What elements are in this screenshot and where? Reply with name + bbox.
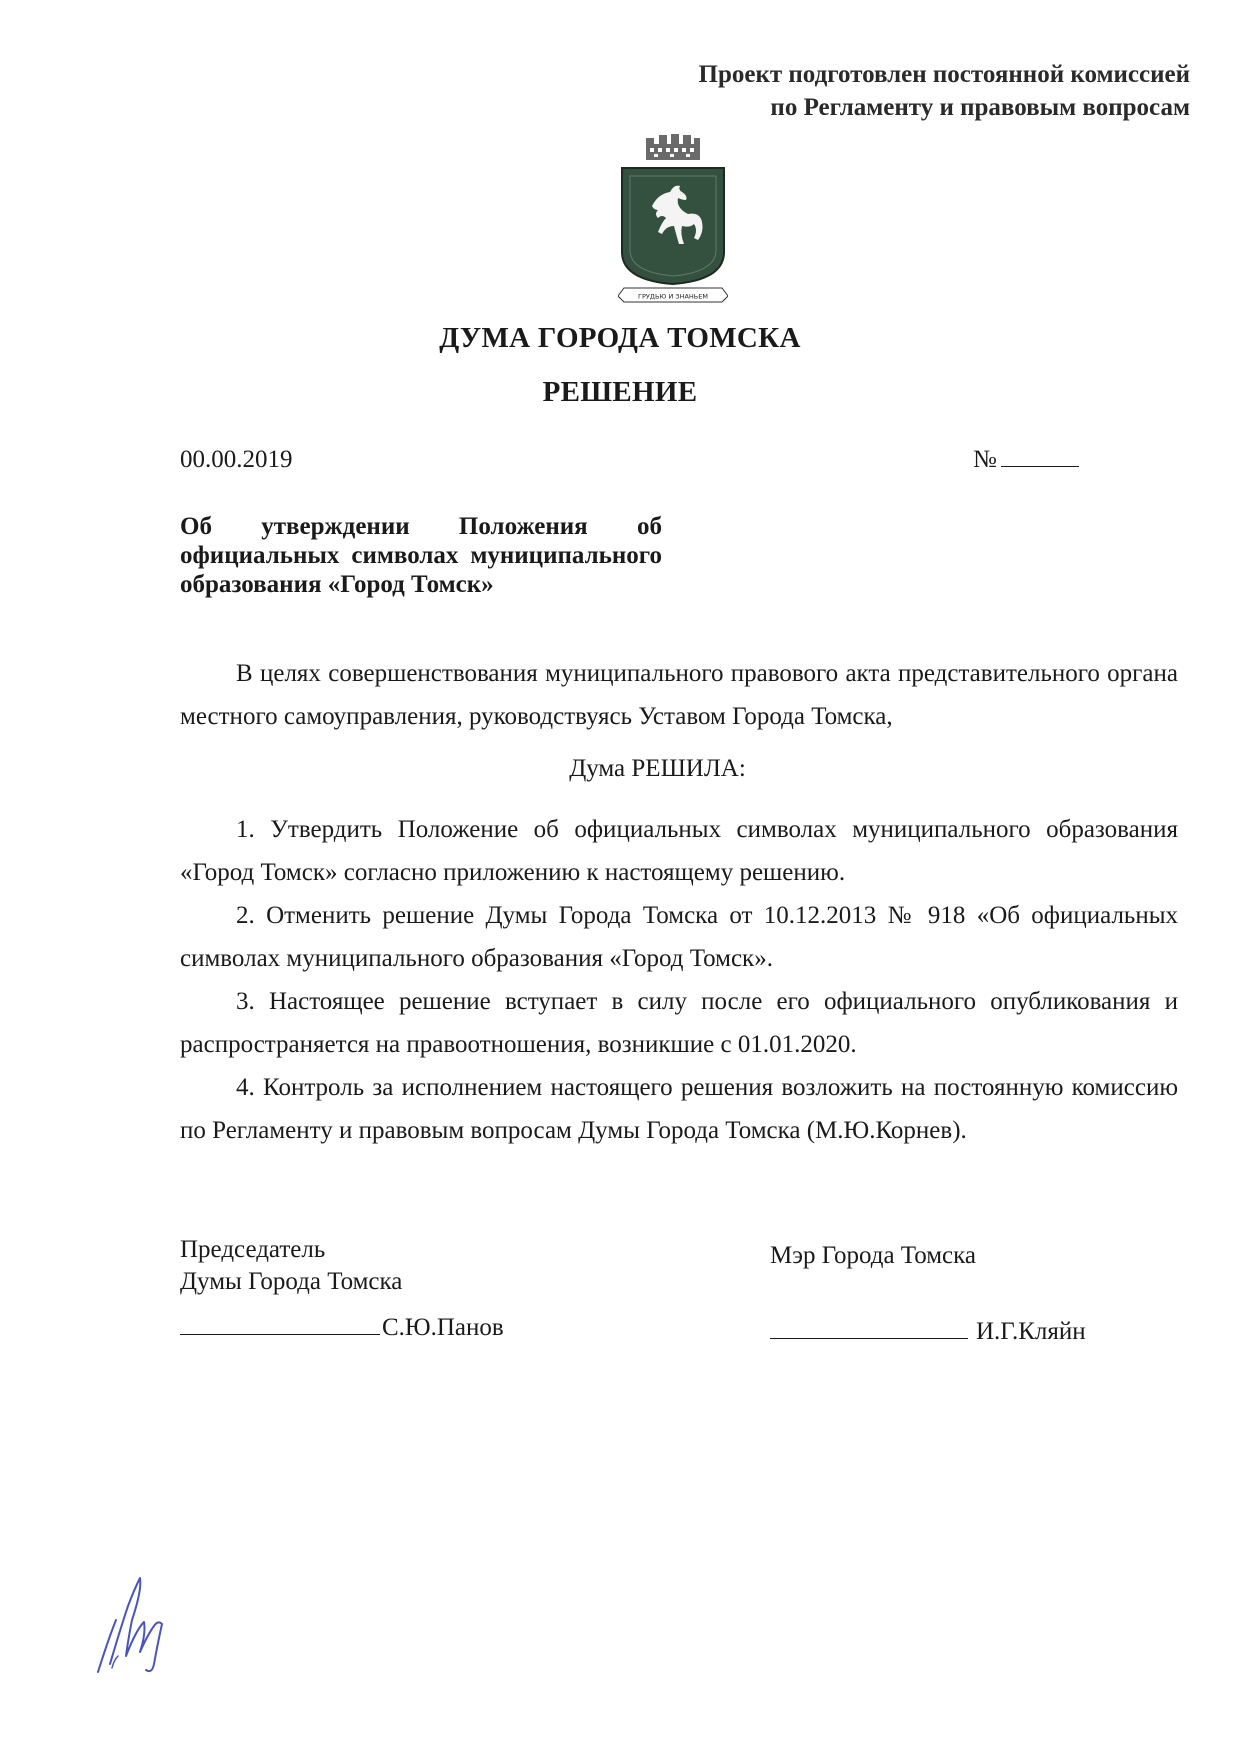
chairman-title-line-2: Думы Города Томска bbox=[180, 1268, 403, 1295]
chairman-title-line-1: Председатель bbox=[180, 1236, 326, 1263]
subject-line-3: образования «Город Томск» bbox=[180, 571, 494, 598]
handwritten-initials-icon bbox=[88, 1560, 198, 1680]
chairman-title bbox=[180, 1234, 402, 1298]
subject-line-1: Об утверждении Положения об bbox=[180, 513, 662, 540]
number-blank-line bbox=[1001, 446, 1079, 467]
preamble-text: В целях совершенствования муниципального правового акта представительного органа местного самоуправления, руководствуясь Уставом Города Томска, bbox=[180, 660, 1178, 730]
subject-line-2: официальных символах муниципального bbox=[180, 542, 662, 569]
header-note bbox=[699, 58, 1190, 124]
mayor-title bbox=[770, 1240, 976, 1272]
ribbon-text: ГРУДЬЮ И ЗНАНЬЕМ bbox=[638, 292, 708, 301]
chairman-signature-line bbox=[180, 1312, 504, 1342]
organization-title: ДУМА ГОРОДА ТОМСКА bbox=[439, 322, 801, 354]
header-note-line-2: по Регламенту и правовым вопросам bbox=[770, 94, 1190, 121]
mayor-signature-line bbox=[770, 1316, 1086, 1346]
resolution-item-4: 4. Контроль за исполнением настоящего решения возложить на постоянную комиссию по Регламенту и правовым вопросам Думы Города Томска (М.Ю.Корнев). bbox=[180, 1074, 1178, 1144]
tomsk-coat-of-arms-icon bbox=[618, 134, 728, 304]
document-subject bbox=[180, 512, 662, 599]
crown-icon bbox=[646, 134, 700, 160]
preamble bbox=[180, 652, 1178, 738]
resolution-item-2: 2. Отменить решение Думы Города Томска от 10.12.2013 № 918 «Об официальных символах муниципального образования «Город Томск». bbox=[180, 902, 1178, 972]
number-label: № bbox=[973, 446, 997, 473]
chairman-name: С.Ю.Панов bbox=[382, 1314, 504, 1341]
mayor-name: И.Г.Кляйн bbox=[976, 1318, 1086, 1345]
document-number bbox=[973, 446, 1079, 474]
resolution-items bbox=[180, 808, 1178, 1152]
resolution-item-3: 3. Настоящее решение вступает в силу после его официального опубликования и распространяется на правоотношения, возникшие с 01.01.2020. bbox=[180, 988, 1178, 1058]
signature-blank bbox=[180, 1312, 380, 1335]
resolution-heading: Дума РЕШИЛА: bbox=[569, 755, 746, 782]
signature-blank bbox=[770, 1316, 968, 1339]
document-type: РЕШЕНИЕ bbox=[542, 376, 698, 408]
header-note-line-1: Проект подготовлен постоянной комиссией bbox=[698, 61, 1190, 88]
resolution-item-1: 1. Утвердить Положение об официальных символах муниципального образования «Город Томск» согласно приложению к настоящему решению. bbox=[180, 816, 1178, 886]
document-date: 00.00.2019 bbox=[180, 446, 293, 473]
mayor-title-text: Мэр Города Томска bbox=[770, 1242, 977, 1269]
